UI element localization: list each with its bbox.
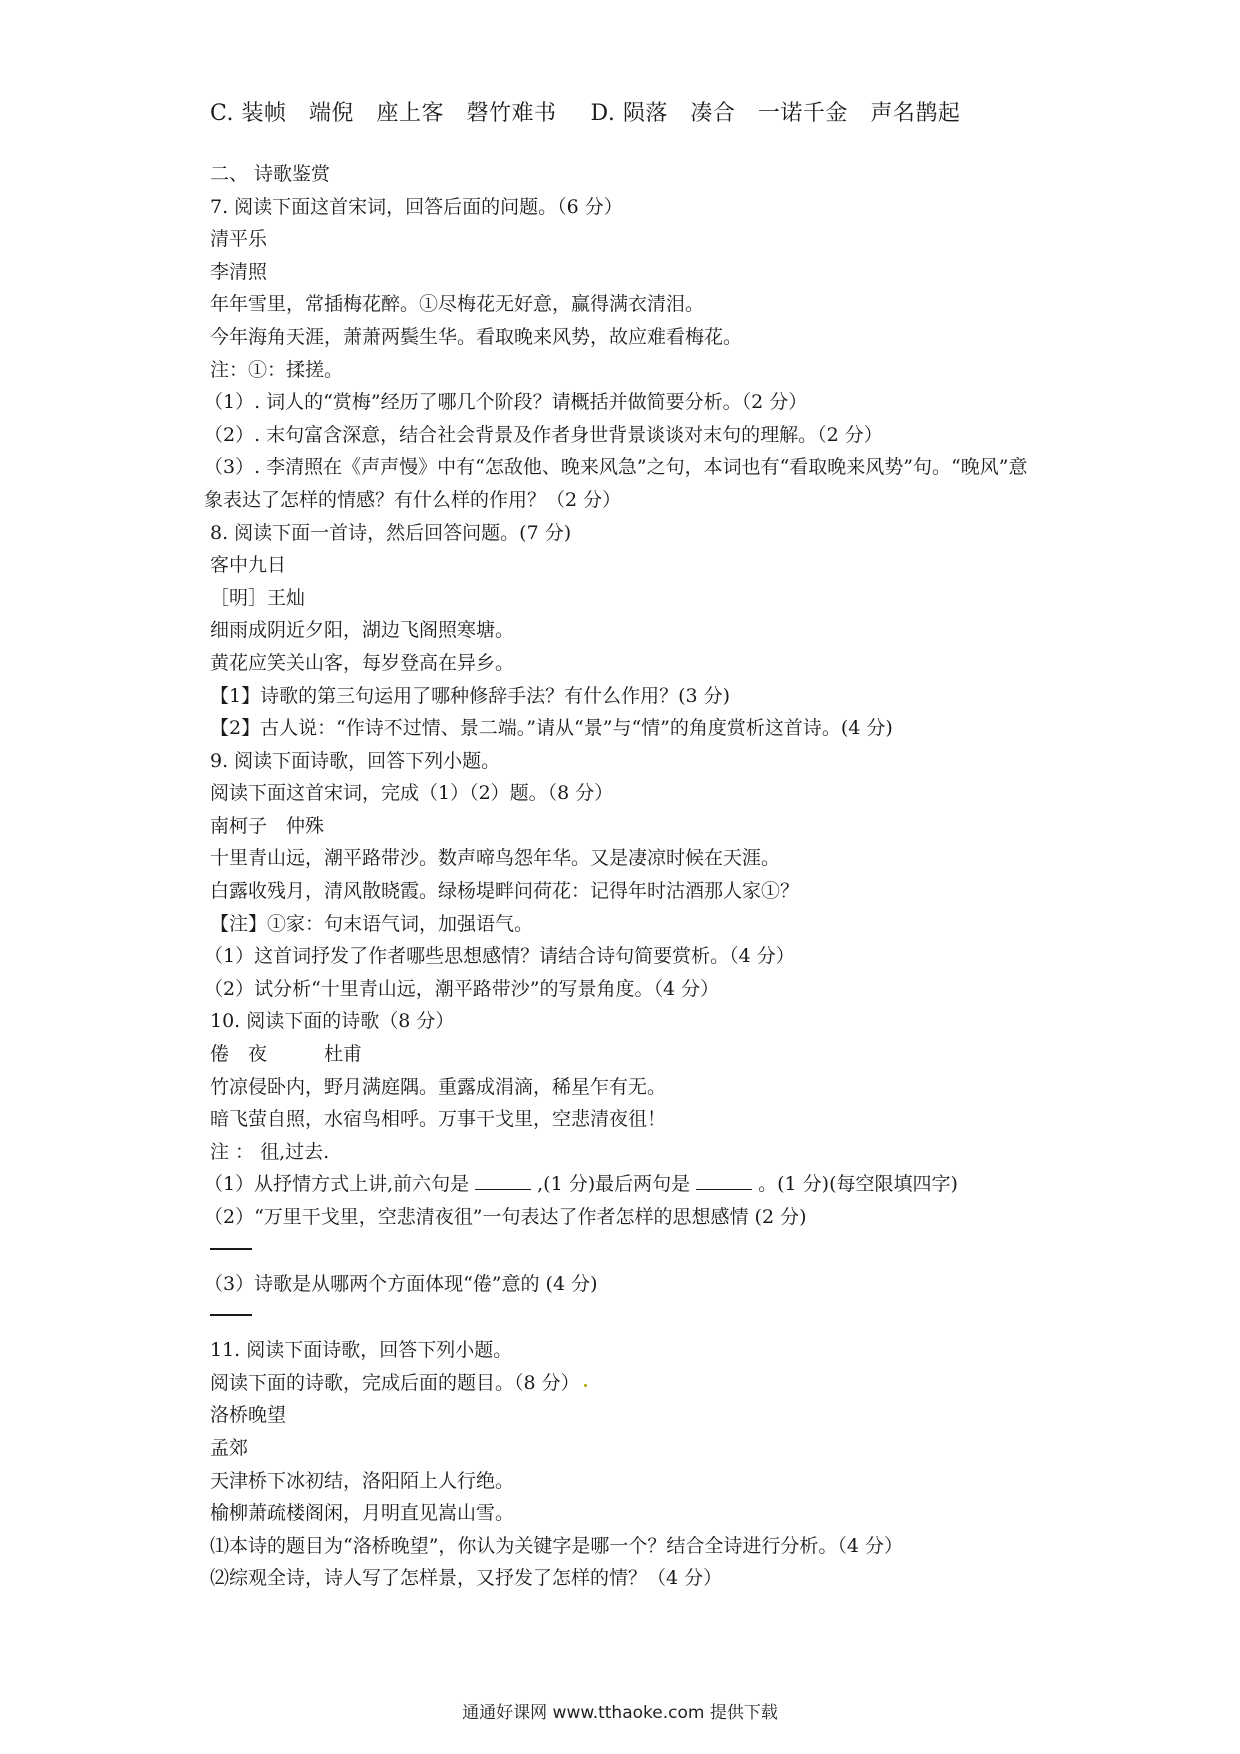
q11-intro-text: 阅读下面的诗歌，完成后面的题目。（8 分）: [210, 1371, 580, 1394]
q9-poem-title: 南柯子 仲殊: [210, 814, 325, 837]
q7-subquestion-2: （2）. 末句富含深意，结合社会背景及作者身世背景谈谈对末句的理解。（2 分）: [204, 423, 883, 446]
section-title: 二、 诗歌鉴赏: [210, 163, 331, 185]
q11-poem-title: 洛桥晚望: [210, 1404, 287, 1427]
q10-sub1-part-a: （1）从抒情方式上讲,前六句是: [204, 1173, 470, 1196]
answer-choices-line: [210, 96, 982, 127]
q10-poem-line: 暗飞萤自照，水宿鸟相呼。万事干戈里，空悲清夜徂！: [210, 1108, 667, 1131]
q10-poem-title: 倦 夜 杜甫: [210, 1043, 363, 1066]
q9-subquestion-2: （2）试分析“十里青山远，潮平路带沙”的写景角度。（4 分）: [204, 977, 720, 1000]
answer-line[interactable]: [210, 1300, 252, 1316]
q10-subquestion-1: [204, 1168, 1040, 1201]
q10-note: 注 ： 徂,过去.: [210, 1140, 330, 1163]
q11-poem-line: 榆柳萧疏楼阁闲，月明直见嵩山雪。: [210, 1502, 515, 1525]
q9-note: 【注】①家：句末语气词，加强语气。: [210, 912, 534, 935]
q11-author: 孟郊: [210, 1436, 249, 1459]
q11-poem-line: 天津桥下冰初结，洛阳陌上人行绝。: [210, 1469, 515, 1492]
q10-sub1-part-b: ,(1 分)最后两句是: [537, 1173, 691, 1196]
q9-subquestion-1: （1）这首词抒发了作者哪些思想感情？请结合诗句简要赏析。（4 分）: [204, 945, 795, 968]
q10-sub1-part-c: 。(1 分)(每空限填四字): [758, 1173, 958, 1196]
choice-c: C. 装帧 端倪 座上客 磬竹难书: [210, 101, 557, 126]
q9-prompt: 9. 阅读下面诗歌，回答下列小题。: [210, 749, 501, 772]
q8-poem-title: 客中九日: [210, 554, 287, 577]
q7-author: 李清照: [210, 260, 268, 283]
q8-subquestion-1: 【1】诗歌的第三句运用了哪种修辞手法？有什么作用？(3 分): [210, 684, 731, 707]
q7-prompt: 7. 阅读下面这首宋词，回答后面的问题。（6 分）: [210, 195, 623, 218]
q7-note: 注：①：揉搓。: [210, 358, 344, 381]
q11-intro: [210, 1367, 1040, 1400]
choice-d: D. 陨落 凑合 一诺千金 声名鹊起: [590, 101, 961, 126]
main-content: [204, 158, 1040, 1595]
q7-poem-line: 今年海角天涯，萧萧两鬓生华。看取晚来风势，故应难看梅花。: [210, 325, 743, 348]
q11-subquestion-1: ⑴本诗的题目为“洛桥晚望”，你认为关键字是哪一个？结合全诗进行分析。（4 分）: [210, 1534, 904, 1557]
answer-blank[interactable]: [696, 1171, 752, 1190]
q8-poem-line: 细雨成阴近夕阳，湖边飞阁照寒塘。: [210, 619, 515, 642]
q11-prompt: 11. 阅读下面诗歌，回答下列小题。: [210, 1339, 513, 1362]
q8-author: ［明］王灿: [210, 586, 306, 609]
q10-subquestion-3: （3）诗歌是从哪两个方面体现“倦”意的 (4 分): [204, 1272, 598, 1295]
q7-poem-line: 年年雪里，常插梅花醉。①尽梅花无好意，赢得满衣清泪。: [210, 293, 705, 316]
q10-prompt: 10. 阅读下面的诗歌（8 分）: [210, 1010, 455, 1033]
answer-blank[interactable]: [475, 1171, 531, 1190]
q7-subquestion-1: （1）. 词人的“赏梅”经历了哪几个阶段？请概括并做简要分析。（2 分）: [204, 391, 808, 414]
q9-intro: 阅读下面这首宋词，完成（1）（2）题。（8 分）: [210, 782, 614, 805]
q8-poem-line: 黄花应笑关山客，每岁登高在异乡。: [210, 651, 515, 674]
q10-subquestion-2: （2）“万里干戈里，空悲清夜徂”一句表达了作者怎样的思想感情 (2 分): [204, 1206, 807, 1228]
page-footer: 通通好课网 www.tthaoke.com 提供下载: [462, 1703, 778, 1723]
answer-line[interactable]: [210, 1234, 252, 1250]
q7-subquestion-3: （3）. 李清照在《声声慢》中有“怎敌他、晚来风急”之句，本词也有“看取晚来风势”句。“晚风”意象表达了怎样的情感？有什么样的作用？（2 分）: [204, 456, 1028, 511]
q9-poem-line: 白露收残月，清风散晓霞。绿杨堤畔问荷花：记得年时沽酒那人家①？: [210, 880, 800, 903]
stray-mark: [584, 1384, 587, 1387]
q9-poem-line: 十里青山远，潮平路带沙。数声啼鸟怨年华。又是凄凉时候在天涯。: [210, 847, 781, 870]
q11-subquestion-2: ⑵综观全诗，诗人写了怎样景，又抒发了怎样的情？（4 分）: [210, 1567, 723, 1590]
q8-subquestion-2: 【2】古人说：“作诗不过情、景二端。”请从“景”与“情”的角度赏析这首诗。(4 分): [210, 717, 893, 740]
q8-prompt: 8. 阅读下面一首诗，然后回答问题。(7 分): [210, 521, 572, 544]
q7-poem-title: 清平乐: [210, 228, 268, 251]
q10-poem-line: 竹凉侵卧内，野月满庭隅。重露成涓滴，稀星乍有无。: [210, 1075, 667, 1098]
